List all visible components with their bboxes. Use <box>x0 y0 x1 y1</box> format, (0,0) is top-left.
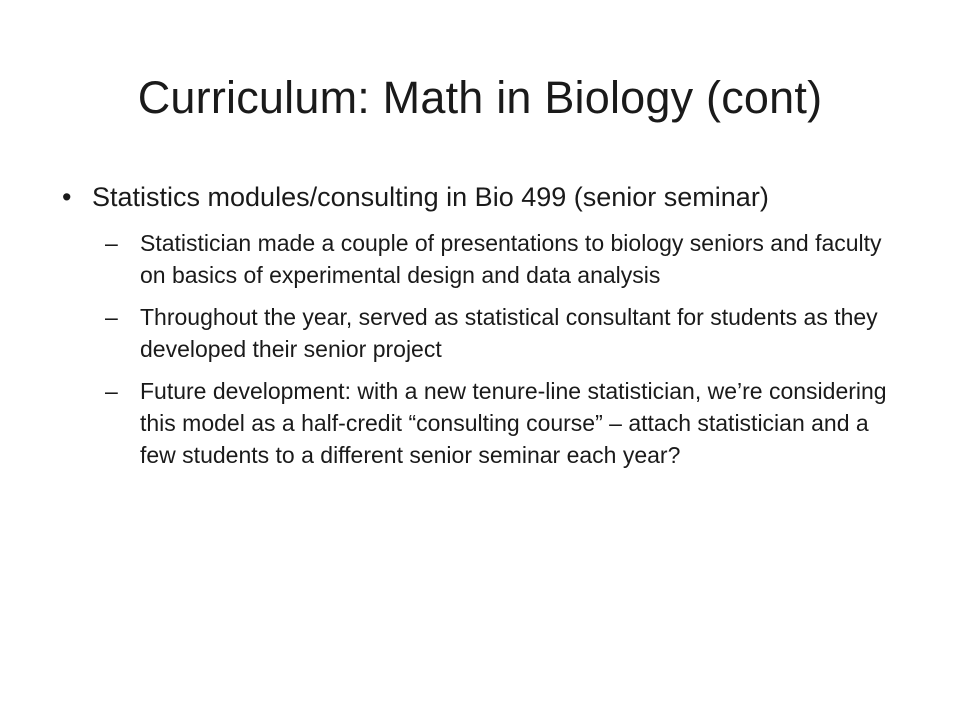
bullet-item <box>62 177 902 217</box>
sub-bullet-list <box>62 227 902 471</box>
sub-bullet-item <box>62 227 902 291</box>
sub-bullet-marker: – <box>105 378 118 404</box>
bullet-text: Statistics modules/consulting in Bio 499 (senior seminar) <box>92 182 769 212</box>
sub-bullet-item <box>62 375 902 471</box>
sub-bullet-marker: – <box>105 230 118 256</box>
bullet-marker: • <box>62 182 72 212</box>
sub-bullet-item <box>62 301 902 365</box>
sub-bullet-text: Throughout the year, served as statistical consultant for students as they developed their senior project <box>140 304 878 362</box>
slide-body <box>62 177 902 481</box>
slide-title: Curriculum: Math in Biology (cont) <box>137 72 823 123</box>
sub-bullet-marker: – <box>105 304 118 330</box>
sub-bullet-text: Future development: with a new tenure-line statistician, we’re considering this model as a half-credit “consulting course” – attach statistician and a few students to a different senior seminar each year? <box>140 378 887 468</box>
sub-bullet-text: Statistician made a couple of presentations to biology seniors and faculty on basics of experimental design and data analysis <box>140 230 882 288</box>
